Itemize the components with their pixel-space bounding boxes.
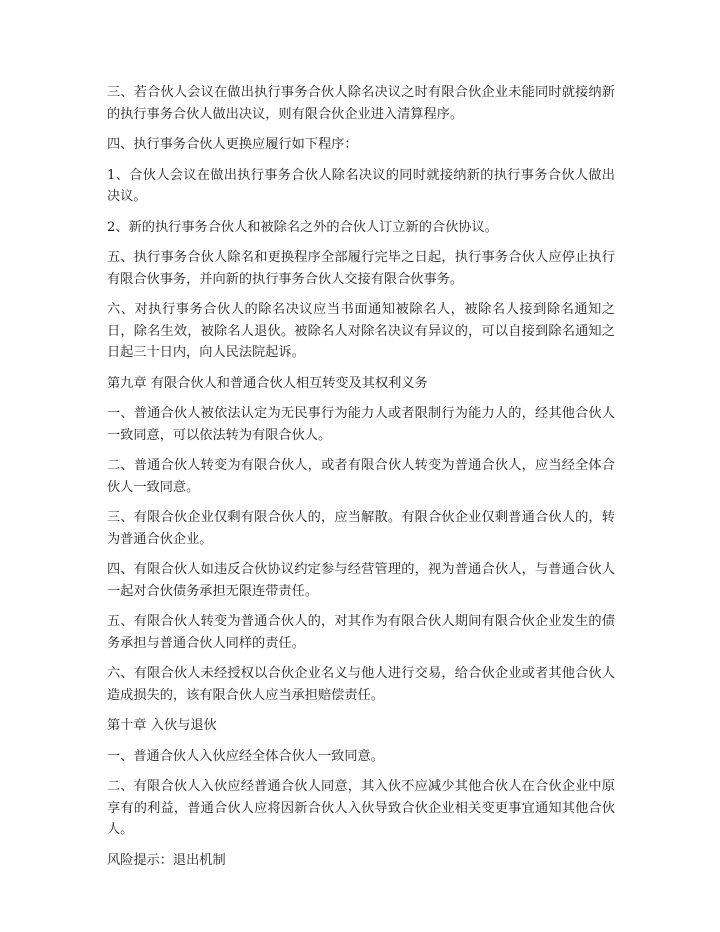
clause-4-paragraph: 四、执行事务合伙人更换应履行如下程序： bbox=[107, 137, 358, 152]
clause-6-paragraph: 六、对执行事务合伙人的除名决议应当书面通知被除名人，被除名人接到除名通知之日，除名生效，被除名人退伙。被除名人对除名决议有异议的，可以自接到除名通知之日起三十日内，向人民法院起诉。 bbox=[107, 302, 615, 360]
chapter-9-clause-3: 三、有限合伙企业仅剩有限合伙人的，应当解散。有限合伙企业仅剩普通合伙人的，转为普通合伙企业。 bbox=[107, 510, 615, 547]
chapter-9-clause-5: 五、有限合伙人转变为普通合伙人的，对其作为有限合伙人期间有限合伙企业发生的债务承担与普通合伙人同样的责任。 bbox=[107, 614, 615, 651]
clause-4-item-2: 2、新的执行事务合伙人和被除名之外的合伙人订立新的合伙协议。 bbox=[107, 219, 498, 235]
clause-4-item-1: 1、合伙人会议在做出执行事务合伙人除名决议的同时就接纳新的执行事务合伙人做出决议。 bbox=[107, 167, 615, 204]
chapter-10-clause-2: 二、有限合伙人入伙应经普通合伙人同意，其入伙不应减少其他合伙人在合伙企业中原享有的利益，普通合伙人应将因新合伙人入伙导致合伙企业相关变更事宜通知其他合伙人。 bbox=[107, 779, 615, 837]
document-body bbox=[107, 82, 615, 880]
chapter-9-clause-2: 二、普通合伙人转变为有限合伙人，或者有限合伙人转变为普通合伙人，应当经全体合伙人一致同意。 bbox=[107, 458, 615, 495]
chapter-10-clause-1: 一、普通合伙人入伙应经全体合伙人一致同意。 bbox=[107, 748, 384, 764]
clause-5-paragraph: 五、执行事务合伙人除名和更换程序全部履行完毕之日起，执行事务合伙人应停止执行有限合伙事务，并向新的执行事务合伙人交接有限合伙事务。 bbox=[107, 250, 615, 287]
chapter-9-clause-1: 一、普通合伙人被依法认定为无民事行为能力人或者限制行为能力人的，经其他合伙人一致同意，可以依法转为有限合伙人。 bbox=[107, 406, 615, 443]
chapter-9-clause-4: 四、有限合伙人如违反合伙协议约定参与经营管理的，视为普通合伙人，与普通合伙人一起对合伙债务承担无限连带责任。 bbox=[107, 562, 615, 599]
risk-notice-heading: 风险提示：退出机制 bbox=[107, 852, 226, 868]
chapter-9-clause-6: 六、有限合伙人未经授权以合伙企业名义与他人进行交易，给合伙企业或者其他合伙人造成损失的，该有限合伙人应当承担赔偿责任。 bbox=[107, 666, 615, 703]
chapter-9-heading: 第九章 有限合伙人和普通合伙人相互转变及其权利义务 bbox=[107, 375, 428, 391]
clause-3-paragraph: 三、若合伙人会议在做出执行事务合伙人除名决议之时有限合伙企业未能同时就接纳新的执行事务合伙人做出决议，则有限合伙企业进入清算程序。 bbox=[107, 85, 615, 122]
chapter-10-heading: 第十章 入伙与退伙 bbox=[107, 718, 217, 733]
